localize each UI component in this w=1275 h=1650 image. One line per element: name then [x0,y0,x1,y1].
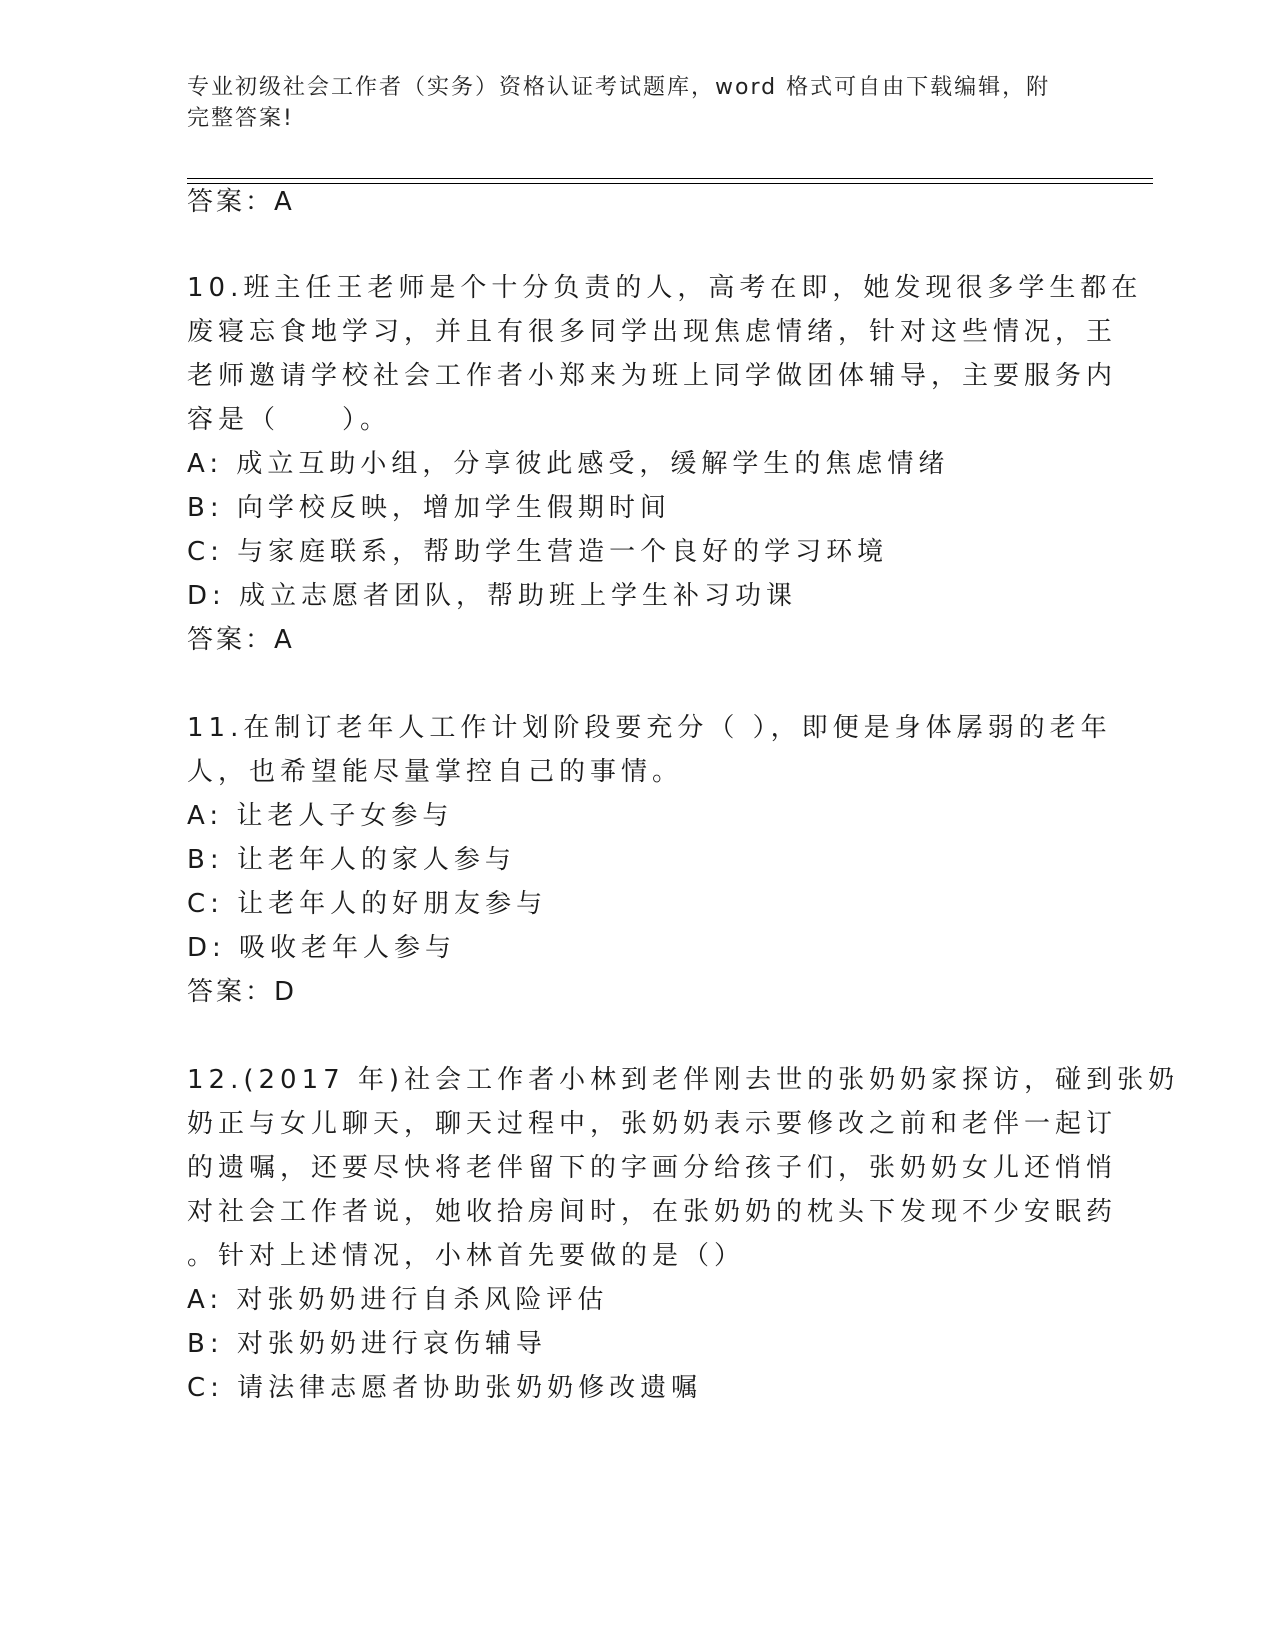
question-text-line: 人，也希望能尽量掌控自己的事情。 [187,757,684,787]
option-a: A: 对张奶奶进行自杀风险评估 [187,1285,609,1315]
document-header [187,72,1067,134]
question-text-line: 。针对上述情况，小林首先要做的是（） [187,1241,746,1271]
question-text-line: 废寝忘食地学习，并且有很多同学出现焦虑情绪，针对这些情况，王 [187,317,1118,347]
option-c: C: 与家庭联系，帮助学生营造一个良好的学习环境 [187,537,889,567]
question-text-line: 对社会工作者说，她收拾房间时，在张奶奶的枕头下发现不少安眠药 [187,1197,1118,1227]
header-rule-bottom [187,183,1153,184]
option-c: C: 让老年人的好朋友参与 [187,889,548,919]
question-text-line: 11.在制订老年人工作计划阶段要充分（ ），即便是身体孱弱的老年 [187,713,1112,743]
header-line-2: 完整答案! [187,106,294,131]
option-a: A: 让老人子女参与 [187,801,454,831]
answer: 答案：D [187,977,298,1007]
question-text-line: 10.班主任王老师是个十分负责的人，高考在即，她发现很多学生都在 [187,273,1143,303]
option-d: D: 成立志愿者团队，帮助班上学生补习功课 [187,581,798,611]
question-text-line: 老师邀请学校社会工作者小郑来为班上同学做团体辅导，主要服务内 [187,361,1118,391]
option-b: B: 让老年人的家人参与 [187,845,516,875]
header-line-1: 专业初级社会工作者（实务）资格认证考试题库，word 格式可自由下载编辑，附 [187,75,1051,100]
option-b: B: 对张奶奶进行哀伤辅导 [187,1329,547,1359]
option-d: D: 吸收老年人参与 [187,933,457,963]
option-b: B: 向学校反映，增加学生假期时间 [187,493,671,523]
question-text-line: 奶正与女儿聊天，聊天过程中，张奶奶表示要修改之前和老伴一起订 [187,1109,1118,1139]
question-text-line: 的遗嘱，还要尽快将老伴留下的字画分给孩子们，张奶奶女儿还悄悄 [187,1153,1118,1183]
option-a: A: 成立互助小组，分享彼此感受，缓解学生的焦虑情绪 [187,449,950,479]
answer: 答案：A [187,625,295,655]
previous-answer: 答案：A [187,187,295,217]
question-text-line: 12.(2017 年)社会工作者小林到老伴刚去世的张奶奶家探访，碰到张奶 [187,1065,1180,1095]
option-c: C: 请法律志愿者协助张奶奶修改遗嘱 [187,1373,703,1403]
question-text-line: 容是（ ）。 [187,405,392,435]
header-rule-top [187,178,1153,179]
